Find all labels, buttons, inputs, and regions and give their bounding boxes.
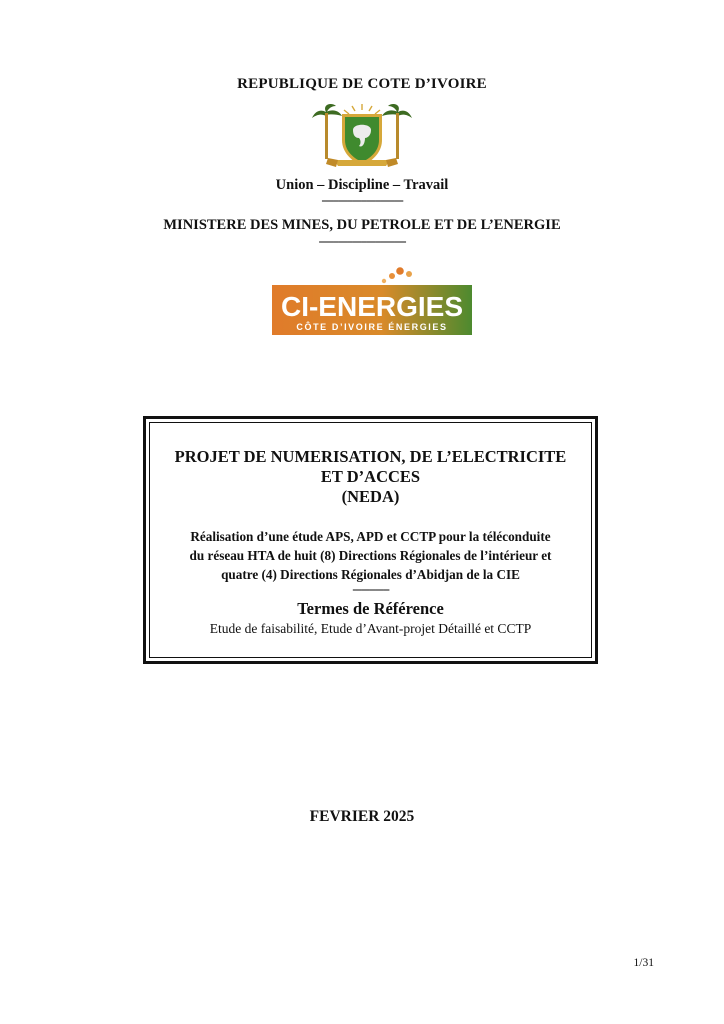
ministry-name: MINISTERE DES MINES, DU PETROLE ET DE L’ENERGIE bbox=[163, 217, 561, 233]
study-subtitle: Réalisation d’une étude APS, APD et CCTP pour la téléconduite du réseau HTA de huit (8) Directions Régionales de l’intérieur et quatre (4) Directions Régionales d’Abidjan de la CIE bbox=[189, 529, 552, 582]
document-date: FEVRIER 2025 bbox=[309, 808, 415, 825]
svg-text:CI-ENERGIES bbox=[281, 291, 463, 322]
project-title: PROJET DE NUMERISATION, DE L’ELECTRICITE ET D’ACCES (NEDA) bbox=[146, 447, 595, 507]
national-motto: Union – Discipline – Travail bbox=[275, 177, 449, 193]
document-type-heading: Termes de Référence bbox=[297, 599, 444, 618]
ci-energies-logo bbox=[272, 265, 472, 340]
title-box bbox=[143, 416, 598, 664]
separator: ------------------------------- bbox=[318, 234, 406, 248]
page-number: 1/31 bbox=[633, 957, 654, 969]
country-name: REPUBLIQUE DE COTE D’IVOIRE bbox=[237, 76, 487, 92]
project-acronym: (NEDA) bbox=[341, 487, 400, 506]
coat-of-arms-icon bbox=[312, 100, 412, 170]
logo-name-part1: CI-ENERGI bbox=[280, 291, 426, 322]
document-description: Etude de faisabilité, Etude d’Avant-projet Détaillé et CCTP bbox=[209, 621, 532, 636]
separator: ------------- bbox=[352, 582, 389, 596]
separator: ----------------------------- bbox=[321, 193, 403, 207]
logo-name-part2: ES bbox=[425, 291, 464, 322]
logo-tagline: CÔTE D’IVOIRE ÉNERGIES bbox=[296, 322, 448, 332]
